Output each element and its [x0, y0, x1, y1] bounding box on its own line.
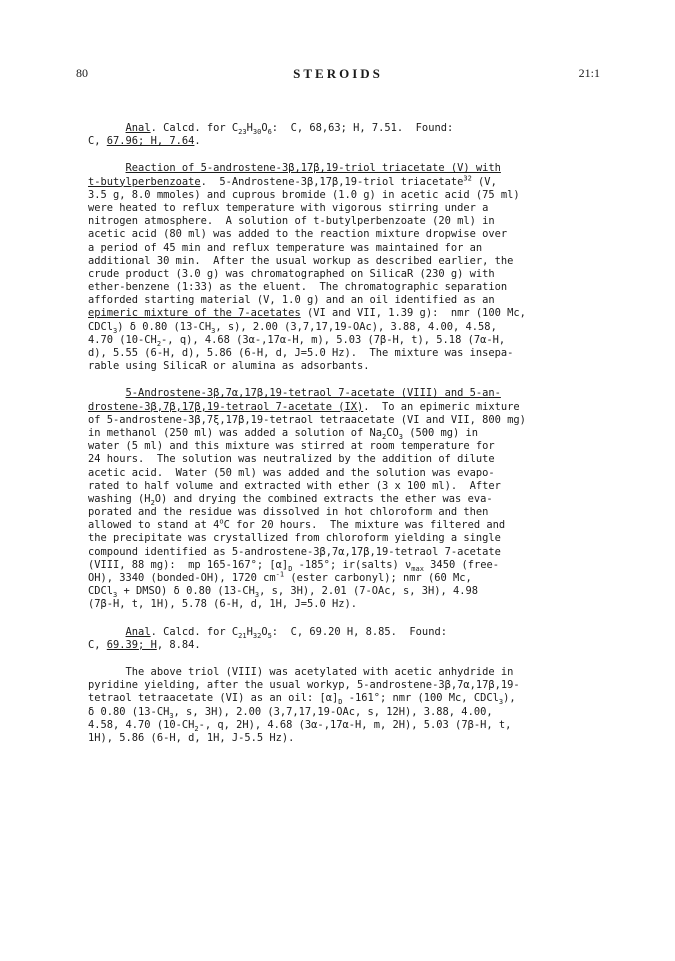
text-run [88, 162, 126, 174]
text-line [88, 347, 588, 360]
text-run: washing (H [88, 492, 151, 505]
text-run: . Calcd. for C [150, 122, 239, 134]
text-line [88, 639, 588, 652]
text-run: O [261, 122, 268, 134]
text-run: d), 5.55 (6-H, d), 5.86 (6-H, d, J=5.0 Hz). The mixture was insepa- [88, 347, 514, 359]
superscript: o [219, 517, 224, 526]
text-line [88, 440, 588, 453]
subscript: 2 [382, 433, 387, 442]
text-run: nitrogen atmosphere. A solution of t-butylperbenzoate (20 ml) in [88, 215, 495, 228]
text-run: crude product (3.0 g) was chromatographed on SilicaR (230 g) with [88, 267, 495, 280]
text-line [88, 255, 588, 268]
text-run: CDCl [88, 320, 114, 333]
subscript: max [411, 564, 424, 573]
text-line [88, 679, 588, 692]
text-run: Anal [125, 625, 151, 638]
text-run: 69.39; H [106, 638, 157, 651]
text-run: the precipitate was crystallized from chloroform yielding a single [88, 532, 501, 545]
text-line [88, 480, 588, 493]
text-run: t-butylperbenzoate [88, 175, 201, 188]
text-line [88, 202, 588, 215]
text-run: Anal [125, 122, 151, 134]
text-line [88, 228, 588, 241]
text-run: ), [503, 692, 516, 705]
text-run: 1H), 5.86 (6-H, d, 1H, J-5.5 Hz). [88, 731, 295, 744]
text-run: OH), 3340 (bonded-OH), 1720 cm [88, 572, 276, 584]
text-line [88, 294, 588, 307]
subscript: 2 [194, 724, 199, 733]
text-run: compound identified as 5-androstene-3β,7α,17β,19-tetraol 7-acetate [88, 545, 501, 558]
text-run: water (5 ml) and this mixture was stirred at room temperature for [88, 440, 495, 453]
text-run: , s), 2.00 (3,7,17,19-OAc), 3.88, 4.00, 4.58, [215, 320, 497, 333]
text-line [88, 666, 588, 679]
text-run: H [246, 122, 253, 134]
text-run: (VI and VII, 1.39 g): nmr (100 Mc, [300, 307, 526, 320]
text-run: acetic acid (80 ml) was added to the reaction mixture dropwise over [88, 228, 508, 241]
text-run: The above triol (VIII) was acetylated with acetic anhydride in [88, 665, 514, 678]
text-line [88, 719, 588, 732]
text-line [88, 585, 588, 598]
text-run: -161°; nmr (100 Mc, CDCl [342, 692, 499, 705]
text-run: of 5-androstene-3β,7ξ,17β,19-tetraol tetraacetate (VI and VII, 800 mg) [88, 413, 526, 426]
subscript: 3 [113, 326, 118, 335]
text-line [88, 732, 588, 745]
text-line [88, 427, 588, 440]
subscript: D [338, 698, 343, 707]
text-line [88, 281, 588, 294]
text-line [88, 506, 588, 519]
subscript: 3 [169, 711, 174, 720]
text-run: rated to half volume and extracted with ether (3 x 100 ml). After [88, 479, 501, 492]
text-line [88, 598, 588, 611]
paragraph-gap [88, 652, 588, 666]
text-run: (V, [471, 175, 497, 188]
text-run: -, q), 4.68 (3α-,17α-H, m), 5.03 (7β-H, t), 5.18 (7α-H, [161, 333, 506, 346]
text-line [88, 559, 588, 572]
text-run: 3.5 g, 8.0 mmoles) and cuprous bromide (1.0 g) in acetic acid (75 ml) [88, 188, 520, 201]
text-run: additional 30 min. After the usual workup as described earlier, the [88, 254, 514, 267]
text-run: afforded starting material (V, 1.0 g) and an oil identified as an [88, 294, 495, 307]
superscript: -1 [275, 570, 285, 579]
text-run: rable using SilicaR or alumina as adsorbants. [88, 360, 370, 373]
text-run: , s, 3H), 2.01 (7-OAc, s, 3H), 4.98 [259, 585, 479, 598]
text-line [88, 135, 588, 148]
text-run: ether-benzene (1:33) as the eluent. The chromatographic separation [88, 281, 508, 294]
text-run: porated and the residue was dissolved in hot chloroform and then [88, 506, 489, 519]
text-line [88, 706, 588, 719]
text-run: -, q, 2H), 4.68 (3α-,17α-H, m, 2H), 5.03 (7β-H, t, [198, 718, 512, 731]
text-line [88, 532, 588, 545]
text-run: C for 20 hours. The mixture was filtered and [223, 519, 506, 532]
text-line [88, 453, 588, 466]
subscript: 3 [254, 591, 260, 600]
text-run: epimeric mixture of the 7-acetates [88, 307, 301, 320]
text-run: , 8.84. [156, 638, 201, 651]
text-run: 4.58, 4.70 (10-CH [88, 718, 195, 731]
issue-number: 21:1 [578, 66, 600, 80]
subscript: 30 [252, 128, 262, 137]
text-line [88, 401, 588, 414]
text-run: H [246, 625, 253, 638]
subscript: 21 [238, 631, 247, 640]
text-line [88, 321, 588, 334]
subscript: 6 [267, 128, 272, 137]
text-line [88, 572, 588, 585]
text-run: : C, 68,63; H, 7.51. Found: [271, 122, 454, 134]
text-line [88, 467, 588, 480]
text-line [88, 414, 588, 427]
text-run: (ester carbonyl); nmr (60 Mc, [284, 572, 472, 584]
text-run: 3450 (free- [423, 558, 499, 571]
subscript: 3 [211, 326, 216, 335]
subscript: 3 [498, 698, 504, 707]
text-run: in methanol (250 ml) was added a solution of Na [88, 426, 383, 439]
subscript: 23 [238, 128, 247, 137]
text-run: CDCl [88, 585, 114, 598]
text-line [88, 519, 588, 532]
text-run: were heated to reflux temperature with vigorous stirring under a [88, 201, 489, 214]
text-run: : C, 69.20 H, 8.85. Found: [271, 625, 447, 638]
text-run: 4.70 (10-CH [88, 333, 157, 346]
paragraph-gap [88, 612, 588, 626]
text-run: pyridine yielding, after the usual workyp, 5-androstene-3β,7α,17β,19- [88, 679, 520, 692]
text-line [88, 387, 588, 400]
text-line [88, 692, 588, 705]
text-line [88, 162, 588, 175]
page-header [76, 66, 600, 86]
text-run: , s, 3H), 2.00 (3,7,17,19-OAc, s, 12H), 3.88, 4.00, [173, 705, 493, 718]
text-run: (500 mg) in [402, 426, 479, 439]
text-run: CO [386, 426, 399, 439]
subscript: 2 [150, 498, 155, 507]
subscript: D [288, 564, 293, 573]
text-run: drostene-3β,7β,17β,19-tetraol 7-acetate (IX) [88, 400, 364, 413]
text-run [88, 122, 126, 134]
paragraph-gap [88, 373, 588, 387]
subscript: 3 [398, 433, 403, 442]
subscript: 32 [252, 631, 262, 640]
text-run: -185°; ir(salts) ν [292, 558, 412, 571]
text-run: 67.96; H, 7.64 [106, 135, 195, 148]
text-run: C, [88, 638, 107, 651]
text-line [88, 334, 588, 347]
text-run: O) and drying the combined extracts the ether was eva- [154, 492, 493, 505]
text-run [88, 626, 126, 638]
text-run: . 5-Androstene-3β,17β,19-triol triacetate [200, 175, 464, 188]
text-run: ) δ 0.80 (13-CH [117, 320, 212, 333]
subscript: 3 [113, 591, 118, 600]
text-line [88, 242, 588, 255]
text-run: allowed to stand at 4 [88, 519, 220, 532]
text-run [88, 387, 126, 399]
text-run: + DMSO) δ 0.80 (13-CH [117, 585, 255, 598]
text-run: . To an epimeric mixture [363, 400, 520, 413]
paragraph-gap [88, 148, 588, 162]
text-line [88, 626, 588, 639]
subscript: 2 [156, 339, 162, 348]
text-line [88, 189, 588, 202]
text-line [88, 493, 588, 506]
text-line [88, 546, 588, 559]
journal-title: STEROIDS [293, 66, 383, 81]
text-run: 5-Androstene-3β,7α,17β,19-tetraol 7-acetate (VIII) and 5-an- [125, 387, 501, 400]
text-run: C, [88, 135, 107, 148]
text-line [88, 307, 588, 320]
page-number: 80 [76, 66, 88, 80]
superscript: 32 [463, 174, 472, 183]
text-run: a period of 45 min and reflux temperature was maintained for an [88, 241, 483, 254]
text-run: . Calcd. for C [150, 625, 239, 638]
text-run: 24 hours. The solution was neutralized by the addition of dilute [88, 453, 495, 466]
text-run: . [194, 135, 201, 148]
text-line [88, 215, 588, 228]
text-run: (7β-H, t, 1H), 5.78 (6-H, d, 1H, J=5.0 Hz). [88, 598, 357, 611]
text-line [88, 122, 588, 135]
text-line [88, 268, 588, 281]
text-line [88, 360, 588, 373]
text-run: (VIII, 88 mg): mp 165-167°; [α] [88, 558, 289, 571]
text-run: δ 0.80 (13-CH [88, 705, 170, 718]
text-run: Reaction of 5-androstene-3β,17β,19-triol triacetate (V) with [125, 162, 501, 175]
text-run: O [261, 625, 268, 638]
article-body [88, 122, 588, 745]
text-run: tetraol tetraacetate (VI) as an oil: [α] [88, 692, 339, 705]
subscript: 5 [267, 631, 272, 640]
text-run: acetic acid. Water (50 ml) was added and the solution was evapo- [88, 466, 495, 479]
text-line [88, 176, 588, 189]
